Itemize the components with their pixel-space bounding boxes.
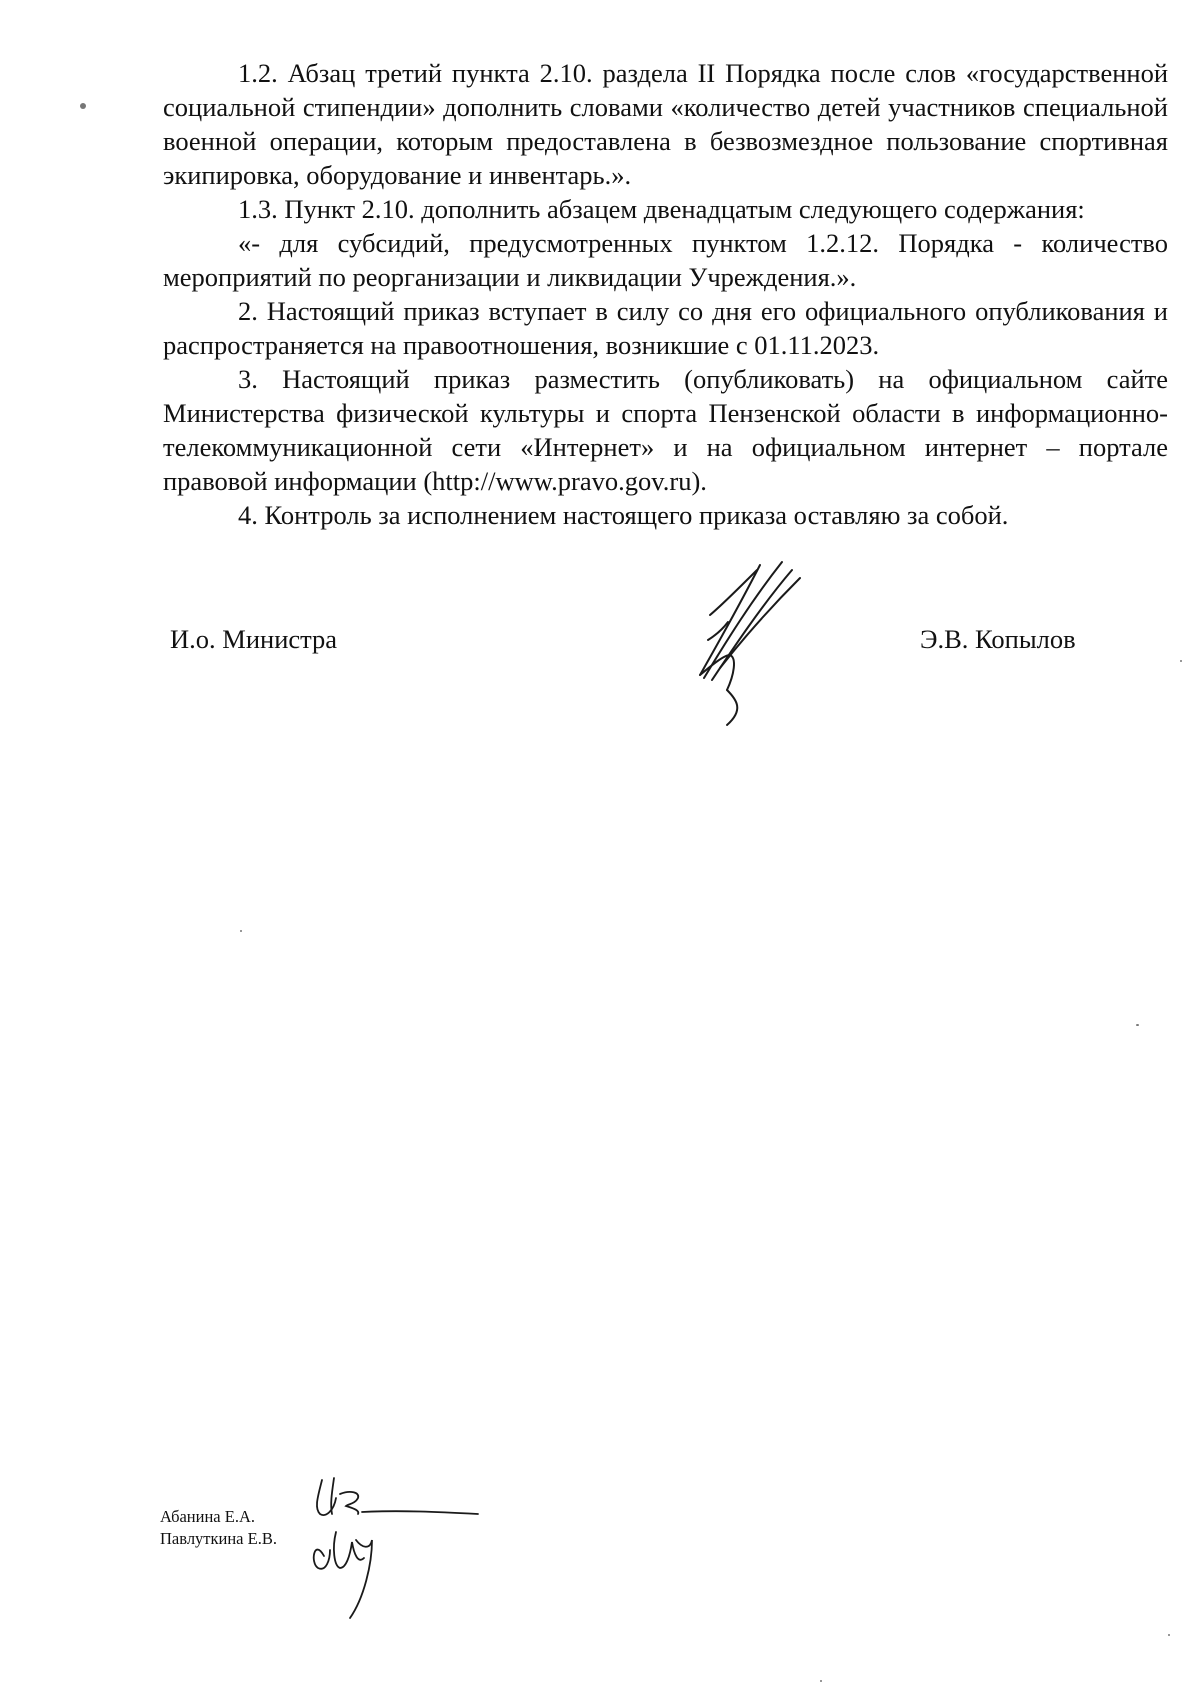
signatory-title: И.о. Министра [170,624,338,654]
handwritten-signature [682,560,842,735]
executor-name: Абанина Е.А. [160,1507,255,1526]
paragraph-3: 3. Настоящий приказ разместить (опубликовать) на официальном сайте Министерства физической культуры и спорта Пензенской области в информационно-телекоммуникационной сети «Интернет» и на официальном интернет – портале правовой информации (http://www.pravo.gov.ru). [163,364,1168,496]
executor-initials-signature [300,1468,500,1638]
scan-speck [820,1680,822,1682]
paragraph-1-3-quote: «- для субсидий, предусмотренных пунктом 1.2.12. Порядка - количество мероприятий по реорганизации и ликвидации Учреждения.». [163,228,1168,292]
document-body [163,56,1168,532]
signatory-name: Э.В. Копылов [920,624,1076,654]
paragraph-1-3: 1.3. Пункт 2.10. дополнить абзацем двенадцатым следующего содержания: [238,194,1085,224]
executor-name: Павлуткина Е.В. [160,1529,277,1548]
paragraph-1-2: 1.2. Абзац третий пункта 2.10. раздела II Порядка после слов «государственной социальной стипендии» дополнить словами «количество детей участников специальной военной операции, которым предоставлена в безвозмездное пользование спортивная экипировка, оборудование и инвентарь.». [163,58,1168,190]
scan-speck [80,103,86,109]
paragraph-4: 4. Контроль за исполнением настоящего приказа оставляю за собой. [238,500,1009,530]
scan-speck [240,930,242,932]
executors-block [160,1506,277,1550]
scan-speck [1168,1634,1170,1636]
scan-speck [1136,1024,1139,1026]
paragraph-2: 2. Настоящий приказ вступает в силу со дня его официального опубликования и распространяется на правоотношения, возникшие с 01.11.2023. [163,296,1168,360]
scan-speck [1180,660,1182,662]
